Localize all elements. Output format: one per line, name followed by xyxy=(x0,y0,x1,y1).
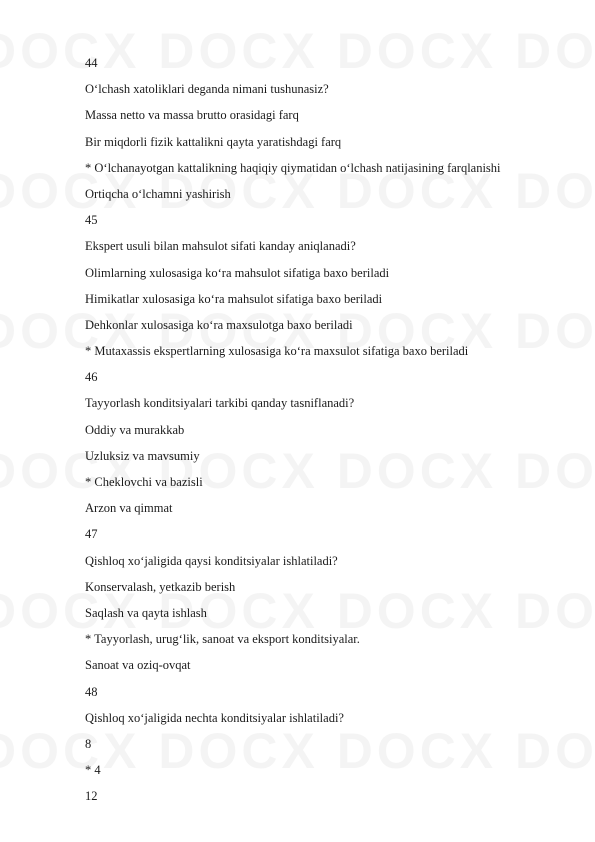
answer-option: Ortiqcha o‘lchamni yashirish xyxy=(85,186,231,201)
question-text: Tayyorlash konditsiyalari tarkibi qanday tasniflanadi? xyxy=(85,396,355,411)
document-body xyxy=(85,55,585,814)
question-number: 45 xyxy=(85,213,98,228)
answer-option: Bir miqdorli fizik kattalikni qayta yaratishdagi farq xyxy=(85,134,342,149)
answer-option: Konservalash, yetkazib berish xyxy=(85,579,236,594)
answer-option: 12 xyxy=(85,789,98,804)
answer-option: Saqlash va qayta ishlash xyxy=(85,605,207,620)
question-text: Ekspert usuli bilan mahsulot sifati kanday aniqlanadi? xyxy=(85,239,356,254)
answer-option: Massa netto va massa brutto orasidagi farq xyxy=(85,108,299,123)
answer-option: Dehkonlar xulosasiga ko‘ra maxsulotga baxo beriladi xyxy=(85,317,353,332)
question-number: 47 xyxy=(85,527,98,542)
correct-answer-option: * Mutaxassis ekspertlarning xulosasiga ko‘ra maxsulot sifatiga baxo beriladi xyxy=(85,344,469,359)
correct-answer-option: * 4 xyxy=(85,763,101,778)
correct-answer-option: * Tayyorlash, urug‘lik, sanoat va eksport konditsiyalar. xyxy=(85,632,360,647)
answer-option: Oddiy va murakkab xyxy=(85,422,185,437)
answer-option: Uzluksiz va mavsumiy xyxy=(85,448,200,463)
correct-answer-option: * Cheklovchi va bazisli xyxy=(85,475,203,489)
answer-option: Sanoat va oziq-ovqat xyxy=(85,658,191,673)
question-text: Qishloq xo‘jaligida nechta konditsiyalar ishlatiladi? xyxy=(85,710,344,725)
question-text: Qishloq xo‘jaligida qaysi konditsiyalar ishlatiladi? xyxy=(85,553,338,568)
question-number: 48 xyxy=(85,684,98,699)
question-text: O‘lchash xatoliklari deganda nimani tushunasiz? xyxy=(85,82,329,97)
question-number: 46 xyxy=(85,370,98,385)
question-number: 44 xyxy=(85,56,98,70)
answer-option: Arzon va qimmat xyxy=(85,501,173,516)
answer-option: Olimlarning xulosasiga ko‘ra mahsulot sifatiga baxo beriladi xyxy=(85,265,390,280)
correct-answer-option: * O‘lchanayotgan kattalikning haqiqiy qiymatidan o‘lchash natijasining farqlanishi xyxy=(85,160,501,175)
answer-option: 8 xyxy=(85,736,92,751)
answer-option: Himikatlar xulosasiga ko‘ra mahsulot sifatiga baxo beriladi xyxy=(85,291,383,306)
